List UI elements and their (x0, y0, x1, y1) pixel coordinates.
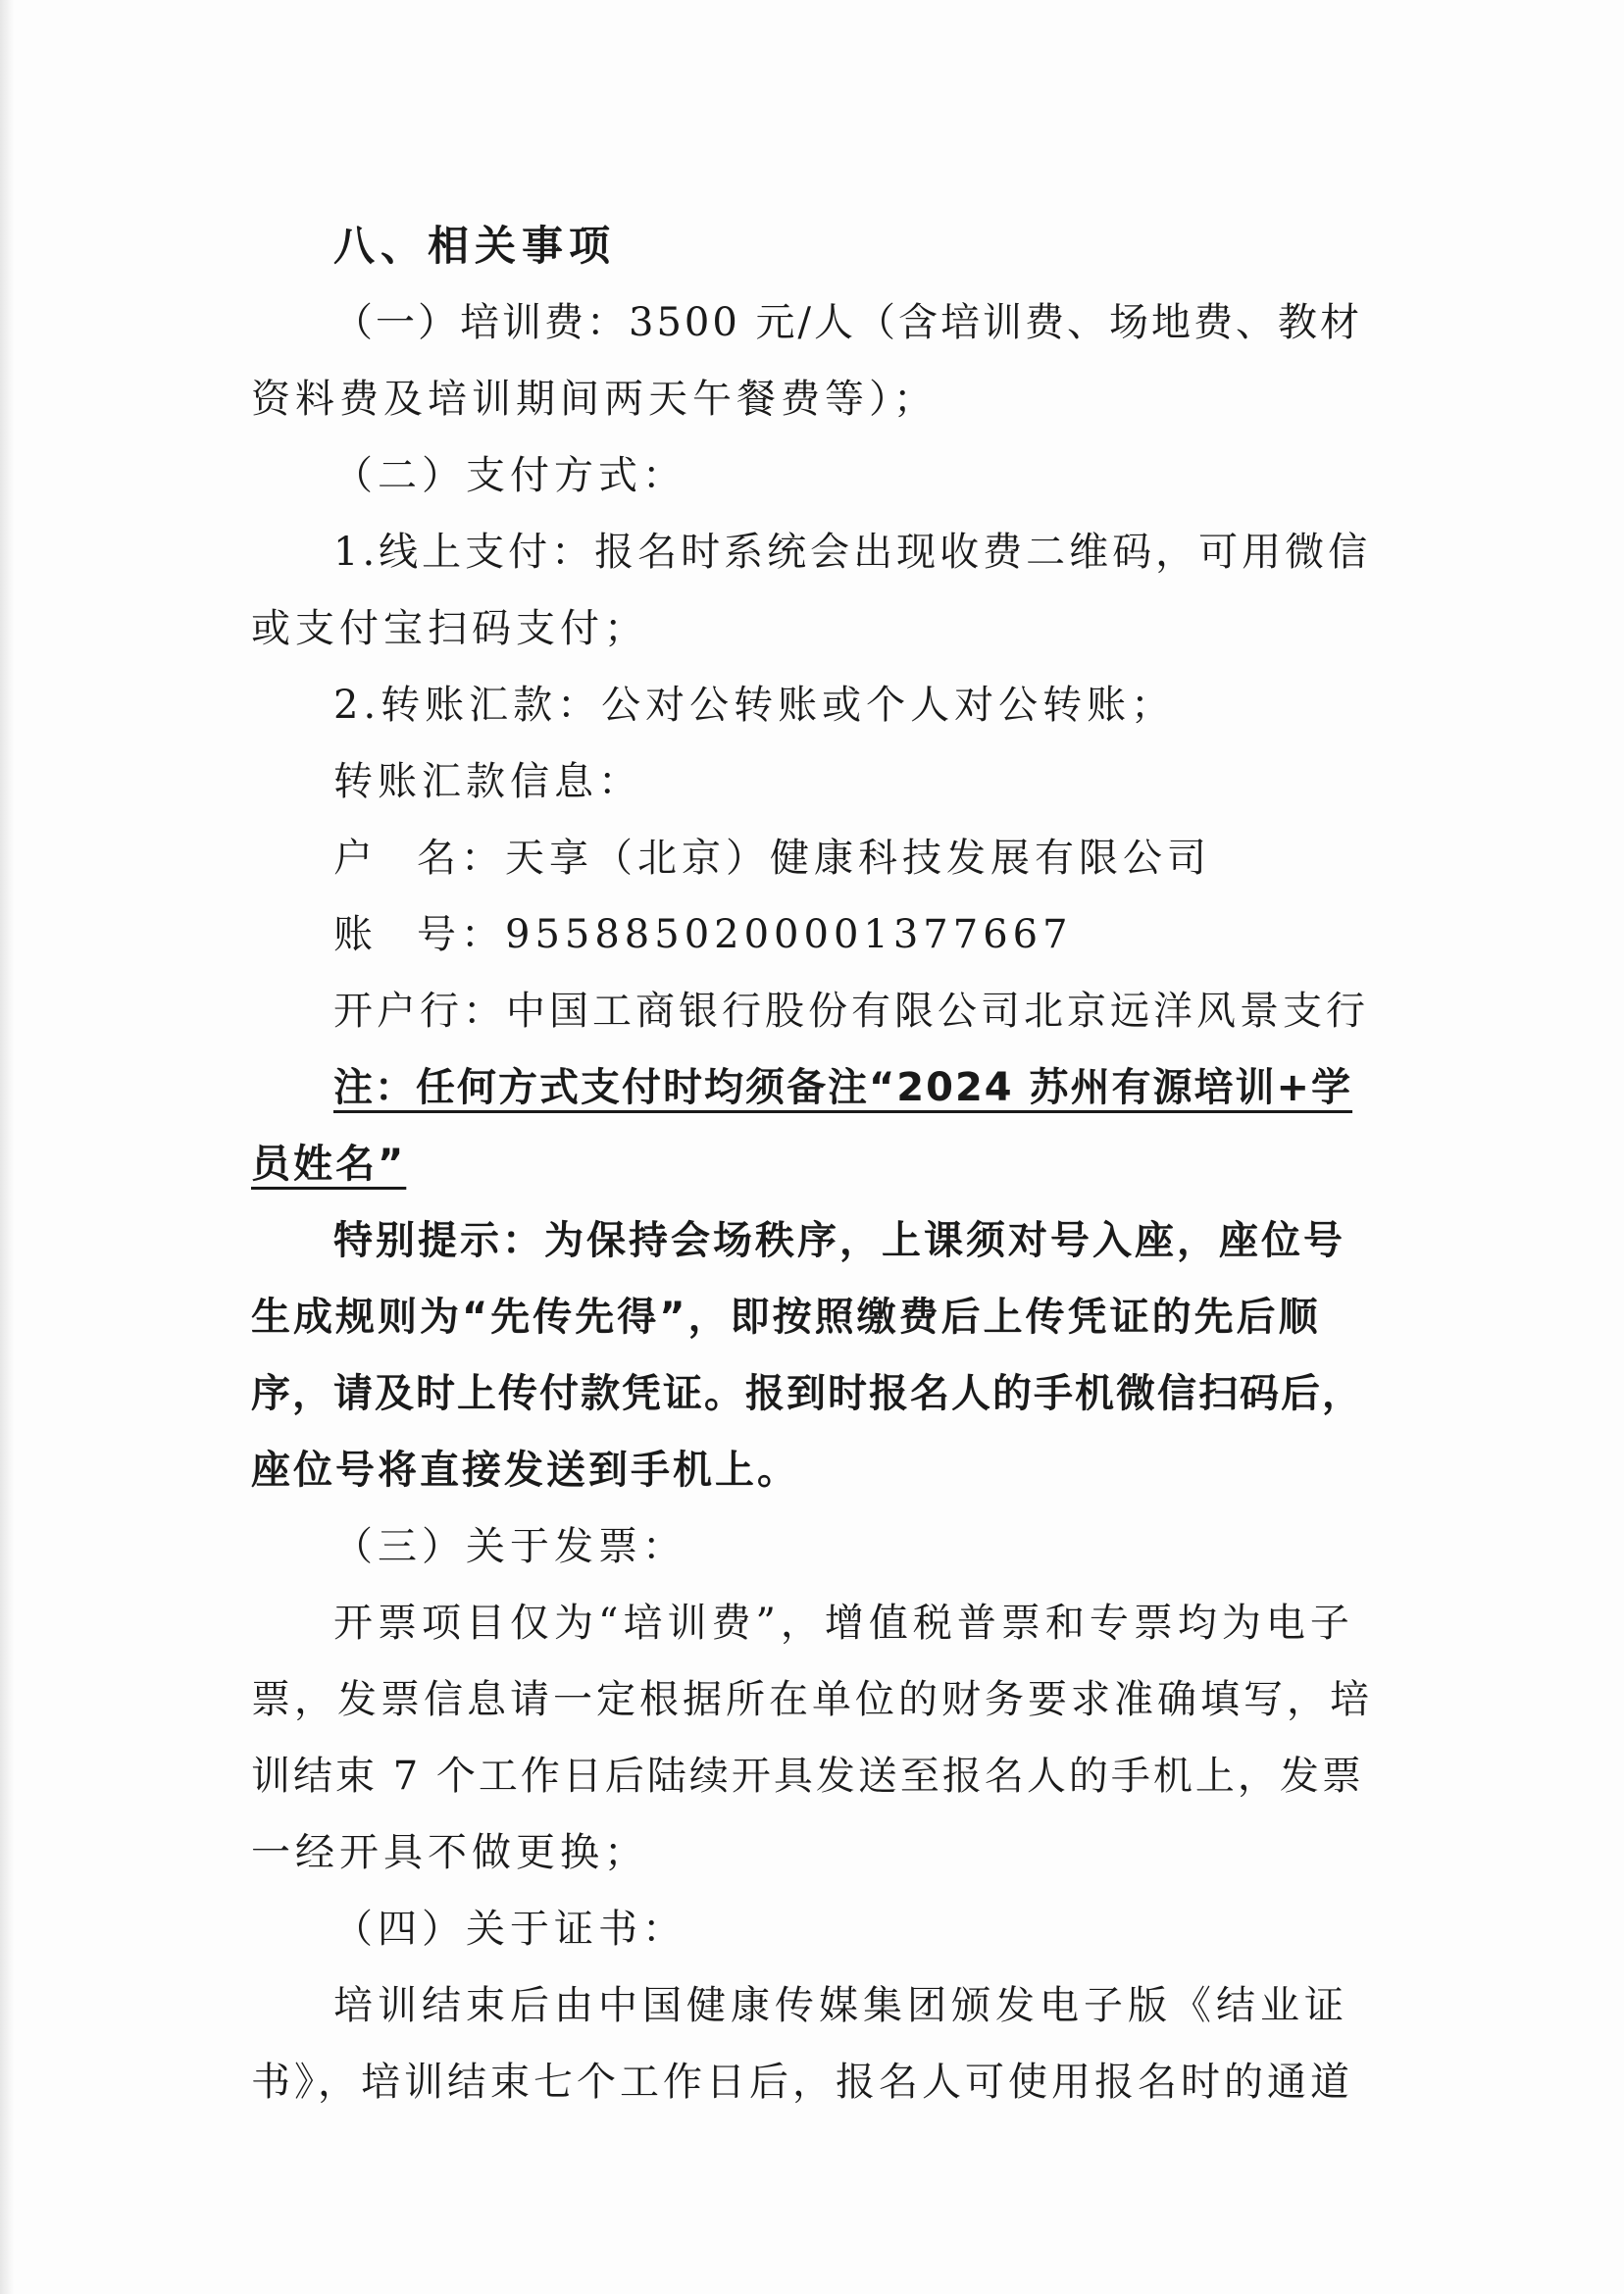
transfer-info-title: 转账汇款信息： (333, 759, 642, 804)
account-name-value: 天享（北京）健康科技发展有限公司 (505, 836, 1211, 881)
account-number-label-2: 号： (417, 912, 505, 957)
special-tip-line-4: 座位号将直接发送到手机上。 (251, 1448, 799, 1493)
bank-label: 开户行： (333, 989, 506, 1034)
scan-edge-shadow (0, 0, 14, 2294)
invoice-line-2: 票，发票信息请一定根据所在单位的财务要求准确填写，培 (251, 1677, 1373, 1722)
account-number-label-1: 账 (333, 912, 378, 957)
certificate-line-2: 书》，培训结束七个工作日后，报名人可使用报名时的通道 (251, 2060, 1353, 2105)
payment-title: （二）支付方式： (333, 453, 686, 498)
invoice-line-3: 训结束 7 个工作日后陆续开具发送至报名人的手机上，发票 (251, 1754, 1364, 1799)
special-tip-line-3: 序，请及时上传付款凭证。报到时报名人的手机微信扫码后， (251, 1371, 1363, 1416)
invoice-line-1: 开票项目仅为“培训费”，增值税普票和专票均为电子 (333, 1601, 1354, 1646)
document-body (251, 208, 1375, 2120)
payment-note-text-2: 员姓名” (251, 1142, 407, 1187)
fee-line-2: 资料费及培训期间两天午餐费等）； (251, 377, 938, 422)
section-title: 八、相关事项 (333, 222, 617, 270)
invoice-title: （三）关于发票： (333, 1524, 686, 1569)
certificate-line-1: 培训结束后由中国健康传媒集团颁发电子版《结业证 (333, 1983, 1348, 2028)
payment-note-text-1: 注：任何方式支付时均须备注“2024 苏州有源培训+学 (333, 1065, 1353, 1110)
payment-note-line-2 (251, 1126, 1375, 1202)
account-name-row (251, 820, 1375, 896)
payment-online-line-1: 1.线上支付：报名时系统会出现收费二维码，可用微信 (333, 530, 1372, 575)
payment-online-line-2: 或支付宝扫码支付； (251, 606, 648, 651)
certificate-title: （四）关于证书： (333, 1907, 686, 1952)
bank-row (251, 973, 1375, 1049)
account-number-value: 9558850200001377667 (505, 912, 1073, 957)
account-number-row (251, 896, 1375, 973)
fee-line-1: （一）培训费：3500 元/人（含培训费、场地费、教材 (333, 300, 1362, 345)
special-tip-line-2: 生成规则为“先传先得”，即按照缴费后上传凭证的先后顺 (251, 1295, 1321, 1340)
payment-transfer: 2.转账汇款：公对公转账或个人对公转账； (333, 683, 1176, 728)
payment-note-line-1 (251, 1049, 1375, 1126)
special-tip-line-1: 特别提示：为保持会场秩序，上课须对号入座，座位号 (333, 1218, 1345, 1263)
invoice-line-4: 一经开具不做更换； (251, 1830, 648, 1875)
account-name-label-1: 户 (333, 836, 378, 881)
account-name-label-2: 名： (417, 836, 505, 881)
bank-value: 中国工商银行股份有限公司北京远洋风景支行 (506, 989, 1369, 1034)
